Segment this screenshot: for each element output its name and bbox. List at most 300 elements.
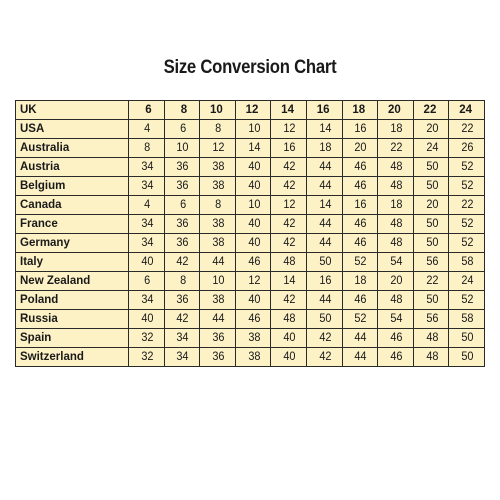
size-value-cell bbox=[449, 329, 485, 348]
size-value-cell bbox=[342, 348, 378, 367]
header-size: 18 bbox=[342, 101, 378, 120]
size-value: 42 bbox=[176, 256, 189, 268]
size-value: 46 bbox=[247, 313, 261, 325]
size-value-cell bbox=[271, 139, 307, 158]
size-value: 10 bbox=[247, 199, 261, 211]
size-value: 34 bbox=[141, 218, 154, 230]
size-value: 22 bbox=[461, 199, 474, 211]
size-value-cell bbox=[235, 177, 271, 196]
country-label: Belgium bbox=[16, 177, 129, 196]
size-value: 36 bbox=[176, 237, 189, 249]
size-value-cell bbox=[306, 329, 342, 348]
size-value: 14 bbox=[283, 275, 296, 287]
size-value: 14 bbox=[319, 123, 332, 135]
table-row bbox=[16, 158, 485, 177]
table-row bbox=[16, 310, 485, 329]
size-value-cell bbox=[164, 158, 200, 177]
size-value-cell bbox=[342, 120, 378, 139]
size-value: 4 bbox=[144, 199, 151, 211]
size-value-cell bbox=[342, 177, 378, 196]
table-row bbox=[16, 215, 485, 234]
size-value: 40 bbox=[141, 256, 154, 268]
size-value: 52 bbox=[461, 161, 474, 173]
size-value-cell bbox=[271, 158, 307, 177]
size-value-cell bbox=[413, 272, 449, 291]
size-value: 36 bbox=[176, 161, 189, 173]
size-value-cell bbox=[378, 215, 414, 234]
size-value: 4 bbox=[144, 123, 151, 135]
country-label: New Zealand bbox=[16, 272, 129, 291]
size-value: 48 bbox=[390, 237, 403, 249]
size-value-cell bbox=[378, 177, 414, 196]
size-value-cell bbox=[413, 158, 449, 177]
size-value: 10 bbox=[247, 123, 261, 135]
size-value: 36 bbox=[176, 218, 189, 230]
size-value-cell bbox=[306, 139, 342, 158]
size-value-cell bbox=[378, 329, 414, 348]
table-row bbox=[16, 234, 485, 253]
header-size: 16 bbox=[306, 101, 342, 120]
header-size: 8 bbox=[164, 101, 200, 120]
size-value-cell bbox=[164, 253, 200, 272]
size-value: 44 bbox=[319, 218, 332, 230]
size-value: 50 bbox=[425, 294, 439, 306]
size-value: 16 bbox=[354, 123, 367, 135]
size-value-cell bbox=[200, 177, 236, 196]
table-row bbox=[16, 120, 485, 139]
size-value: 56 bbox=[425, 313, 439, 325]
size-value-cell bbox=[449, 120, 485, 139]
size-value: 52 bbox=[461, 180, 474, 192]
size-value-cell bbox=[342, 310, 378, 329]
size-value: 12 bbox=[283, 199, 296, 211]
size-value: 6 bbox=[144, 275, 151, 287]
size-value: 6 bbox=[179, 123, 186, 135]
country-label: Spain bbox=[16, 329, 129, 348]
size-value: 40 bbox=[247, 180, 261, 192]
size-value-cell bbox=[235, 329, 271, 348]
size-value: 48 bbox=[283, 313, 296, 325]
size-value: 50 bbox=[319, 313, 332, 325]
size-value-cell bbox=[449, 291, 485, 310]
size-value: 16 bbox=[319, 275, 332, 287]
size-value: 50 bbox=[425, 180, 439, 192]
size-value-cell bbox=[129, 253, 165, 272]
size-value: 40 bbox=[141, 313, 154, 325]
size-value: 52 bbox=[461, 237, 474, 249]
size-value-cell bbox=[413, 234, 449, 253]
size-value: 40 bbox=[247, 237, 261, 249]
size-value: 22 bbox=[461, 123, 474, 135]
size-value-cell bbox=[271, 310, 307, 329]
size-value-cell bbox=[164, 329, 200, 348]
size-value-cell bbox=[306, 120, 342, 139]
header-size: 20 bbox=[378, 101, 414, 120]
size-value-cell bbox=[200, 253, 236, 272]
size-value-cell bbox=[164, 215, 200, 234]
header-size: 12 bbox=[235, 101, 271, 120]
size-value: 50 bbox=[425, 237, 439, 249]
table-row bbox=[16, 272, 485, 291]
size-value: 8 bbox=[215, 199, 222, 211]
size-value: 46 bbox=[354, 237, 367, 249]
size-value-cell bbox=[129, 120, 165, 139]
table-row bbox=[16, 329, 485, 348]
size-value-cell bbox=[200, 310, 236, 329]
size-value: 44 bbox=[354, 351, 367, 363]
size-value: 40 bbox=[283, 351, 296, 363]
country-label: Switzerland bbox=[16, 348, 129, 367]
size-value-cell bbox=[164, 120, 200, 139]
size-value-cell bbox=[342, 253, 378, 272]
size-value-cell bbox=[306, 158, 342, 177]
country-label: Australia bbox=[16, 139, 129, 158]
size-value: 36 bbox=[212, 351, 225, 363]
size-value-cell bbox=[378, 310, 414, 329]
country-label: France bbox=[16, 215, 129, 234]
size-value-cell bbox=[413, 215, 449, 234]
size-value-cell bbox=[200, 139, 236, 158]
size-value: 42 bbox=[176, 313, 189, 325]
size-value: 42 bbox=[283, 161, 296, 173]
size-value: 40 bbox=[247, 218, 261, 230]
size-value: 50 bbox=[461, 332, 474, 344]
size-value: 12 bbox=[283, 123, 296, 135]
size-value-cell bbox=[271, 177, 307, 196]
size-value-cell bbox=[413, 177, 449, 196]
size-value-cell bbox=[235, 291, 271, 310]
table-row bbox=[16, 348, 485, 367]
country-label: Russia bbox=[16, 310, 129, 329]
size-value-cell bbox=[200, 348, 236, 367]
size-value: 44 bbox=[319, 237, 332, 249]
size-value: 10 bbox=[212, 275, 225, 287]
size-value: 40 bbox=[247, 161, 261, 173]
size-value-cell bbox=[342, 291, 378, 310]
size-value-cell bbox=[164, 177, 200, 196]
size-value-cell bbox=[235, 196, 271, 215]
size-value-cell bbox=[449, 177, 485, 196]
size-value: 52 bbox=[354, 256, 367, 268]
size-value-cell bbox=[200, 120, 236, 139]
size-value: 48 bbox=[390, 161, 403, 173]
size-value-cell bbox=[449, 158, 485, 177]
table-body bbox=[16, 120, 485, 367]
size-conversion-table bbox=[15, 100, 485, 367]
size-value: 46 bbox=[354, 294, 367, 306]
size-value: 38 bbox=[212, 161, 225, 173]
size-value-cell bbox=[342, 234, 378, 253]
size-value-cell bbox=[129, 272, 165, 291]
country-label: Germany bbox=[16, 234, 129, 253]
size-value-cell bbox=[449, 348, 485, 367]
header-size: 10 bbox=[200, 101, 236, 120]
header-size: 14 bbox=[271, 101, 307, 120]
size-value: 32 bbox=[141, 351, 154, 363]
size-value-cell bbox=[235, 310, 271, 329]
size-value-cell bbox=[378, 348, 414, 367]
table-row bbox=[16, 253, 485, 272]
size-value-cell bbox=[306, 348, 342, 367]
size-value: 36 bbox=[176, 180, 189, 192]
size-value-cell bbox=[164, 234, 200, 253]
size-value: 46 bbox=[247, 256, 261, 268]
size-value-cell bbox=[413, 310, 449, 329]
size-value-cell bbox=[164, 272, 200, 291]
size-value-cell bbox=[235, 234, 271, 253]
size-value: 46 bbox=[354, 161, 367, 173]
size-value: 34 bbox=[176, 332, 189, 344]
size-value-cell bbox=[413, 348, 449, 367]
size-value: 48 bbox=[283, 256, 296, 268]
size-value-cell bbox=[129, 348, 165, 367]
size-value: 44 bbox=[319, 294, 332, 306]
size-value: 50 bbox=[319, 256, 332, 268]
size-value-cell bbox=[129, 329, 165, 348]
size-value: 46 bbox=[390, 332, 403, 344]
size-value-cell bbox=[449, 234, 485, 253]
size-value-cell bbox=[306, 196, 342, 215]
size-value: 56 bbox=[425, 256, 439, 268]
size-value-cell bbox=[378, 158, 414, 177]
size-value: 26 bbox=[461, 142, 474, 154]
size-value-cell bbox=[200, 158, 236, 177]
size-value-cell bbox=[235, 215, 271, 234]
size-value: 38 bbox=[212, 294, 225, 306]
size-value-cell bbox=[413, 120, 449, 139]
size-value-cell bbox=[306, 234, 342, 253]
size-value: 34 bbox=[141, 294, 154, 306]
size-value: 14 bbox=[247, 142, 261, 154]
size-value: 42 bbox=[319, 351, 332, 363]
size-value-cell bbox=[200, 329, 236, 348]
size-value: 12 bbox=[212, 142, 225, 154]
size-value-cell bbox=[413, 196, 449, 215]
size-value-cell bbox=[235, 253, 271, 272]
size-value-cell bbox=[164, 310, 200, 329]
size-value: 22 bbox=[390, 142, 403, 154]
header-size: 6 bbox=[129, 101, 165, 120]
size-value-cell bbox=[306, 310, 342, 329]
size-value: 18 bbox=[319, 142, 332, 154]
size-value-cell bbox=[378, 253, 414, 272]
size-value: 42 bbox=[319, 332, 332, 344]
size-value: 6 bbox=[179, 199, 186, 211]
size-value-cell bbox=[200, 215, 236, 234]
table-row bbox=[16, 291, 485, 310]
size-value-cell bbox=[271, 196, 307, 215]
size-value: 54 bbox=[390, 256, 403, 268]
size-value-cell bbox=[271, 215, 307, 234]
size-value: 32 bbox=[141, 332, 154, 344]
size-value-cell bbox=[129, 177, 165, 196]
size-value-cell bbox=[378, 272, 414, 291]
size-value: 54 bbox=[390, 313, 403, 325]
size-value-cell bbox=[306, 215, 342, 234]
size-value: 42 bbox=[283, 180, 296, 192]
size-value-cell bbox=[235, 139, 271, 158]
size-value-cell bbox=[449, 139, 485, 158]
header-size: 22 bbox=[413, 101, 449, 120]
table-header-row bbox=[16, 101, 485, 120]
size-value: 52 bbox=[461, 294, 474, 306]
size-value: 44 bbox=[319, 180, 332, 192]
size-value: 16 bbox=[354, 199, 367, 211]
size-value-cell bbox=[271, 253, 307, 272]
size-value: 34 bbox=[141, 161, 154, 173]
size-value-cell bbox=[306, 272, 342, 291]
size-value-cell bbox=[164, 196, 200, 215]
size-value-cell bbox=[200, 234, 236, 253]
size-value-cell bbox=[235, 348, 271, 367]
size-value-cell bbox=[200, 196, 236, 215]
size-value: 50 bbox=[425, 218, 439, 230]
size-value-cell bbox=[129, 310, 165, 329]
size-value: 38 bbox=[212, 218, 225, 230]
size-value-cell bbox=[271, 234, 307, 253]
size-value-cell bbox=[129, 215, 165, 234]
size-value: 8 bbox=[179, 275, 186, 287]
size-value: 18 bbox=[354, 275, 367, 287]
size-value-cell bbox=[129, 158, 165, 177]
size-value: 8 bbox=[215, 123, 222, 135]
size-value-cell bbox=[164, 348, 200, 367]
size-value-cell bbox=[449, 310, 485, 329]
size-value: 20 bbox=[425, 123, 439, 135]
size-value: 16 bbox=[283, 142, 296, 154]
country-label: Canada bbox=[16, 196, 129, 215]
size-value: 52 bbox=[354, 313, 367, 325]
size-value: 12 bbox=[247, 275, 261, 287]
size-value: 44 bbox=[354, 332, 367, 344]
size-value: 44 bbox=[212, 313, 225, 325]
size-value: 46 bbox=[354, 218, 367, 230]
size-value: 48 bbox=[425, 351, 439, 363]
size-value-cell bbox=[129, 139, 165, 158]
size-value: 20 bbox=[390, 275, 403, 287]
size-value-cell bbox=[342, 272, 378, 291]
size-value: 8 bbox=[144, 142, 151, 154]
size-value-cell bbox=[200, 291, 236, 310]
size-value-cell bbox=[342, 329, 378, 348]
size-value-cell bbox=[449, 253, 485, 272]
size-value: 44 bbox=[212, 256, 225, 268]
size-value: 20 bbox=[354, 142, 367, 154]
size-value: 46 bbox=[390, 351, 403, 363]
size-value-cell bbox=[306, 291, 342, 310]
size-value: 50 bbox=[461, 351, 474, 363]
size-value: 38 bbox=[247, 351, 261, 363]
size-value-cell bbox=[306, 253, 342, 272]
size-value-cell bbox=[164, 291, 200, 310]
size-value-cell bbox=[271, 272, 307, 291]
header-uk-label: UK bbox=[16, 101, 129, 120]
size-value-cell bbox=[271, 348, 307, 367]
size-value: 50 bbox=[425, 161, 439, 173]
table-row bbox=[16, 177, 485, 196]
size-value-cell bbox=[413, 329, 449, 348]
size-value: 40 bbox=[247, 294, 261, 306]
size-value-cell bbox=[413, 253, 449, 272]
size-value: 34 bbox=[141, 180, 154, 192]
size-value: 20 bbox=[425, 199, 439, 211]
size-value: 48 bbox=[425, 332, 439, 344]
size-value: 58 bbox=[461, 313, 474, 325]
size-value: 22 bbox=[425, 275, 439, 287]
size-value-cell bbox=[342, 196, 378, 215]
size-value-cell bbox=[342, 139, 378, 158]
size-value-cell bbox=[378, 139, 414, 158]
size-value: 40 bbox=[283, 332, 296, 344]
size-value-cell bbox=[378, 234, 414, 253]
size-value: 36 bbox=[212, 332, 225, 344]
size-value: 38 bbox=[212, 237, 225, 249]
size-value: 10 bbox=[176, 142, 189, 154]
size-value: 18 bbox=[390, 123, 403, 135]
size-value: 58 bbox=[461, 256, 474, 268]
size-value: 42 bbox=[283, 294, 296, 306]
size-value: 24 bbox=[425, 142, 439, 154]
country-label: Austria bbox=[16, 158, 129, 177]
size-value-cell bbox=[342, 215, 378, 234]
size-value: 38 bbox=[247, 332, 261, 344]
size-value: 18 bbox=[390, 199, 403, 211]
size-value: 42 bbox=[283, 237, 296, 249]
size-value-cell bbox=[271, 120, 307, 139]
size-value: 24 bbox=[461, 275, 474, 287]
chart-title: Size Conversion Chart bbox=[163, 57, 337, 78]
size-value: 34 bbox=[141, 237, 154, 249]
country-label: Poland bbox=[16, 291, 129, 310]
country-label: Italy bbox=[16, 253, 129, 272]
country-label: USA bbox=[16, 120, 129, 139]
size-value-cell bbox=[235, 272, 271, 291]
size-value: 42 bbox=[283, 218, 296, 230]
size-value: 14 bbox=[319, 199, 332, 211]
size-value-cell bbox=[271, 329, 307, 348]
size-value: 48 bbox=[390, 218, 403, 230]
size-value: 44 bbox=[319, 161, 332, 173]
size-value-cell bbox=[129, 291, 165, 310]
size-value-cell bbox=[129, 234, 165, 253]
size-value-cell bbox=[378, 120, 414, 139]
size-value-cell bbox=[413, 291, 449, 310]
size-value-cell bbox=[306, 177, 342, 196]
size-value: 46 bbox=[354, 180, 367, 192]
size-value-cell bbox=[342, 158, 378, 177]
size-value: 36 bbox=[176, 294, 189, 306]
header-size: 24 bbox=[449, 101, 485, 120]
size-value-cell bbox=[449, 272, 485, 291]
size-value-cell bbox=[235, 158, 271, 177]
size-value-cell bbox=[378, 291, 414, 310]
size-value-cell bbox=[449, 196, 485, 215]
size-value-cell bbox=[200, 272, 236, 291]
size-value: 48 bbox=[390, 294, 403, 306]
size-value-cell bbox=[164, 139, 200, 158]
size-value: 52 bbox=[461, 218, 474, 230]
size-value-cell bbox=[235, 120, 271, 139]
size-value-cell bbox=[378, 196, 414, 215]
size-value-cell bbox=[449, 215, 485, 234]
table-row bbox=[16, 139, 485, 158]
size-value-cell bbox=[129, 196, 165, 215]
size-value-cell bbox=[413, 139, 449, 158]
size-value: 34 bbox=[176, 351, 189, 363]
size-value-cell bbox=[271, 291, 307, 310]
size-value: 48 bbox=[390, 180, 403, 192]
table-row bbox=[16, 196, 485, 215]
